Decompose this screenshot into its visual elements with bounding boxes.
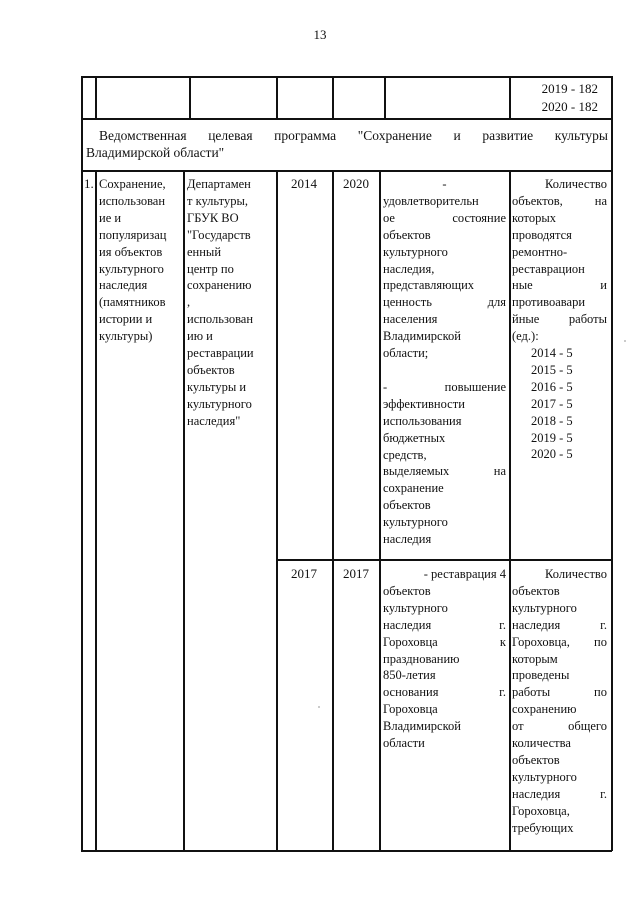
row2-result-line-word: к [499,634,506,649]
row1-result-line-word: на [493,464,506,479]
item-name-line: (памятников [99,295,166,310]
item-executor-line: использован [187,312,254,327]
row2-indicator-line: объектов [512,752,560,767]
row1-indicator-line: реставрацион [512,261,585,276]
item-name-line: истории и [99,312,153,327]
row1-result-line: объектов [383,227,431,242]
row2-start-year: 2017 [291,566,317,581]
row1-indicator-line-word: на [594,193,607,208]
row1-indicator-line [512,277,607,294]
item-executor-line: Департамен [187,177,251,191]
item-name-line: ие и [99,210,122,225]
row2-indicator-line: требующих [512,820,574,835]
row2-indicator-line-word: общего [568,719,607,734]
item-name-line: Сохранение, [99,177,166,191]
row-divider [81,170,612,172]
row1-indicator-value: 2016 - 5 [531,379,573,394]
program-title-word: целевая [208,128,253,143]
row1-result-line [383,463,506,480]
row-divider [81,118,612,120]
item-executor-line: т культуры, [187,193,248,208]
row1-indicator-line: ремонтно- [512,244,568,259]
row1-indicator [512,176,607,345]
row2-result-line-word: г. [499,685,506,700]
row1-indicator-line-word: работы [568,312,607,327]
program-title-word: культуры [554,128,608,143]
table-right-border [611,76,613,851]
row2-indicator-line: сохранению [512,702,577,717]
item-executor-line: ию и [187,329,213,344]
row1-indicator-line [512,311,607,328]
row1-result-line: бюджетных [383,430,446,445]
row1-indicator-value: 2015 - 5 [531,362,573,377]
item-number: 1. [84,176,94,191]
row1-end-year: 2020 [343,176,369,191]
item-name-line: использован [99,193,166,208]
table-left-border [81,76,83,851]
row2-indicator-line: количества [512,736,571,751]
item-executor-line: "Государств [187,227,251,242]
item-executor-line: ГБУК ВО [187,210,239,225]
row1-result-line: культурного [383,515,448,530]
row1-indicator-line-word: объектов, [512,193,563,208]
row2-indicator-line-word: наследия [512,786,561,801]
row2-indicator-line [512,786,607,803]
row2-indicator-line: объектов [512,583,560,598]
row2-indicator-line: Количество [545,567,607,581]
item-name-line: культурного [99,261,164,276]
row2-indicator-line: которым [512,651,558,666]
row1-result-line-word: повышение [444,379,506,394]
row2-indicator-line [512,718,607,735]
column-divider [95,170,97,851]
row2-indicator-line-word: от [512,719,524,734]
row2-indicator [512,566,607,837]
row2-indicator-line: культурного [512,600,577,615]
row1-result-line: использования [383,413,462,428]
row1-result-line: населения [383,312,438,327]
item-executor-line: культурного [187,396,252,411]
row2-indicator-line-word: г. [600,786,607,801]
row2-indicator-line-word: г. [600,617,607,632]
row2-indicator-line-word: наследия [512,617,561,632]
item-executor-line: , [187,295,191,310]
row1-result-line [383,379,506,396]
row1-indicator-line-word: и [600,278,607,293]
column-divider [95,76,97,119]
row2-result-line-word: г. [499,617,506,632]
row2-indicator-line-word: по [594,685,607,700]
row2-result-line: празднованию [383,651,460,666]
row1-indicator-value: 2014 - 5 [531,346,573,360]
row1-result-line-word: ценность [383,295,432,310]
column-divider [509,170,511,851]
row2-indicator-line [512,617,607,634]
row2-expected-result [383,566,506,752]
column-divider [509,76,511,119]
column-divider [276,76,278,119]
column-divider [189,76,191,119]
row1-result-line [383,210,506,227]
program-title-line2: Владимирской области" [86,145,225,160]
row2-result-line: культурного [383,600,448,615]
row1-result-line: представляющих [383,278,475,293]
row1-indicator-line: (ед.): [512,329,539,344]
column-divider [332,76,334,119]
column-divider [183,170,185,851]
column-divider [379,170,381,851]
top-row-values [512,80,598,116]
table-top-border [81,76,612,78]
item-executor [187,176,275,430]
program-title-word: развитие [482,128,534,143]
row2-result-line: объектов [383,583,431,598]
column-divider [332,170,334,851]
row1-indicator-line-word: йные [512,312,540,327]
column-divider [276,170,278,851]
row2-end-year: 2017 [343,566,369,581]
program-title [86,127,608,161]
row2-indicator-line [512,684,607,701]
table-bottom-border [81,850,612,852]
program-title-line1 [86,127,608,144]
column-divider [384,76,386,119]
item-name-line: культуры) [99,329,153,344]
item-executor-line: сохранению [187,278,252,293]
row1-indicator-value: 2019 - 5 [531,430,573,445]
row1-start-year: 2014 [291,176,317,191]
row1-result-line-word: состояние [452,210,506,225]
row1-result-line [383,294,506,311]
scan-speck [318,706,320,708]
row2-indicator-line-word: по [594,634,607,649]
row1-result-line: эффективности [383,396,465,411]
item-executor-line: культуры и [187,379,247,394]
row2-indicator-line: Гороховца, [512,803,570,818]
row2-result-line: области [383,736,425,751]
row1-result-line: культурного [383,244,448,259]
program-title-word: и [453,128,461,143]
row2-indicator-line: культурного [512,769,577,784]
row2-result-line [383,617,506,634]
row1-indicator-values [531,345,601,463]
row-divider [276,559,612,561]
row2-indicator-line-word: Гороховца, [512,634,570,649]
row1-result-line-word: для [487,295,506,310]
row1-indicator-line [512,193,607,210]
row2-result-line: Владимирской [383,719,461,734]
row1-result-line: наследия, [383,261,435,276]
row1-indicator-line: Количество [545,177,607,191]
row1-result-line: объектов [383,498,431,513]
row2-result-line-word: Гороховца [383,634,438,649]
row1-result-line: удовлетворительн [383,193,479,208]
row2-result-line [383,634,506,651]
item-name-line: ия объектов [99,244,163,259]
item-name-line: наследия [99,278,148,293]
top-row-value: 2020 - 182 [541,99,598,114]
row2-indicator-line [512,634,607,651]
row1-indicator-value: 2020 - 5 [531,447,573,462]
row2-result-line [383,684,506,701]
row2-indicator-line: проведены [512,668,570,683]
row1-result-line: сохранение [383,481,444,496]
scan-speck [624,340,626,342]
item-executor-line: наследия" [187,413,241,428]
item-executor-line: реставрации [187,346,254,361]
program-title-word: "Сохранение [357,128,432,143]
row1-indicator-value: 2017 - 5 [531,396,573,411]
item-executor-line: енный [187,244,222,259]
item-name [99,176,181,345]
row1-result-line: - [442,177,447,191]
row1-result-line: наследия [383,532,432,547]
row1-result-line-word: ое [383,210,395,225]
row1-indicator-line: проводятся [512,227,572,242]
item-name-line: популяризац [99,227,167,242]
page-number: 13 [313,27,327,42]
row1-indicator-line: противоавари [512,295,586,310]
item-executor-line: центр по [187,261,234,276]
program-title-word: программа [274,128,337,143]
row2-result-line: - реставрация 4 [423,567,506,581]
row1-result-line-word: - [383,379,388,394]
program-title-word: Ведомственная [99,128,187,143]
row1-indicator-value: 2018 - 5 [531,413,573,428]
row1-indicator-line: которых [512,210,556,225]
row2-result-line-word: наследия [383,617,432,632]
item-executor-line: объектов [187,362,235,377]
row1-result-line: Владимирской [383,329,461,344]
row2-indicator-line-word: работы [512,685,551,700]
row1-result-line: средств, [383,447,427,462]
row2-result-line: Гороховца [383,702,438,717]
top-row-value: 2019 - 182 [541,81,598,96]
row1-result-line-word: выделяемых [383,464,450,479]
row2-result-line-word: основания [383,685,439,700]
row1-indicator-line-word: ные [512,278,533,293]
row1-expected-result [383,176,506,548]
row2-result-line: 850-летия [383,668,436,683]
row1-result-line: области; [383,346,429,361]
row1-result-line [383,362,506,379]
